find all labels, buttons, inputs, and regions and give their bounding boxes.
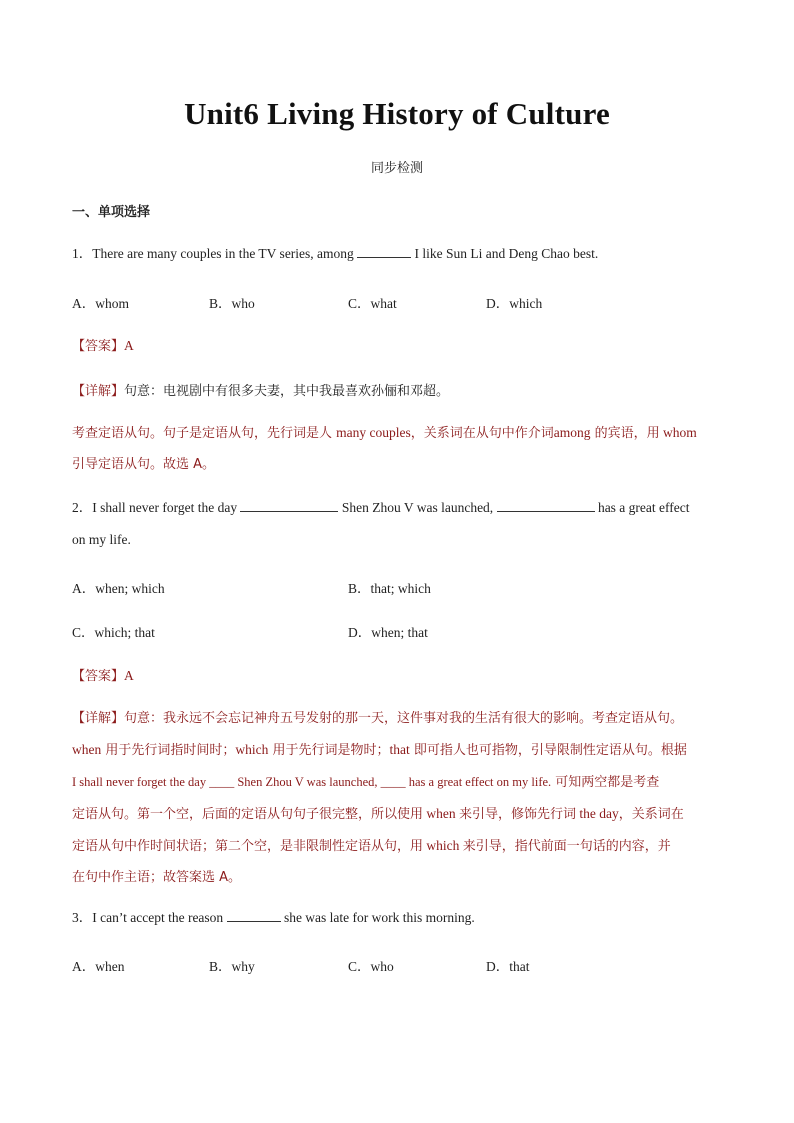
question-2-stem-part: 2．I shall never forget the day [72, 500, 238, 515]
question-1-stem [72, 244, 598, 264]
question-3-stem-part: 3．I can’t accept the reason [72, 910, 224, 925]
explanation-text: whom [659, 425, 697, 440]
answer-value: A [124, 338, 134, 353]
explanation-text: 用于先行词是物时； [268, 743, 390, 758]
question-3-option-a: A．when [72, 959, 125, 974]
question-3-option-d: D．that [486, 959, 530, 974]
explanation-text: the day [576, 806, 619, 821]
explanation-text: 定语从句。第一个空，后面的定语从句句子很完整，所以使用 [72, 807, 424, 822]
explanation-text: that [389, 742, 410, 757]
question-2-stem-part: Shen Zhou V was launched, [341, 500, 494, 515]
question-1-option-a: A．whom [72, 296, 129, 311]
explanation-text: 来引导，修饰先行词 [459, 807, 577, 822]
question-2-stem [72, 498, 690, 518]
question-1-detail [72, 380, 449, 399]
question-1-answer [72, 335, 134, 354]
question-1-option-d: D．which [486, 296, 543, 311]
explanation-text: many couples [336, 425, 411, 440]
explanation-text: 在句中作主语；故答案选 A。 [72, 870, 242, 885]
explanation-text: which [423, 838, 463, 853]
explanation-text: 句意：我永远不会忘记神舟五号发射的那一天，这件事对我的生活有很大的影响。考查定语从句。 [124, 711, 684, 726]
section-heading: 一、单项选择 [72, 205, 151, 220]
answer-blank [357, 244, 411, 258]
question-1-explanation [72, 417, 722, 480]
explanation-text: 的宾语，用 [590, 426, 660, 441]
detail-text: 句意：电视剧中有很多夫妻，其中我最喜欢孙俪和邓超。 [124, 384, 450, 399]
answer-blank [497, 498, 595, 512]
answer-blank [240, 498, 338, 512]
question-2-option-d: D．when; that [348, 625, 428, 640]
explanation-text: 定语从句中作时间状语；第二个空，是非限制性定语从句，用 [72, 839, 424, 854]
answer-value: A [124, 668, 134, 683]
question-1-option-c: C．what [348, 296, 397, 311]
detail-tag: 【详解】 [72, 384, 125, 399]
question-2-option-a: A．when; which [72, 581, 165, 596]
question-2-stem-continued: on my life. [72, 532, 131, 547]
explanation-text: 用于先行词指时间时； [101, 743, 236, 758]
question-2-explanation [72, 702, 722, 893]
explanation-text: 引导定语从句。故选 A。 [72, 457, 216, 472]
answer-tag: 【答案】 [72, 339, 125, 354]
explanation-text: ，关系词在 [618, 807, 684, 822]
explanation-text: when [72, 742, 102, 757]
page-subtitle: 同步检测 [370, 161, 423, 176]
question-1-stem-part: 1．There are many couples in the TV series, among [72, 246, 354, 261]
explanation-text: when [423, 806, 460, 821]
question-1-stem-part: I like Sun Li and Deng Chao best. [414, 246, 599, 261]
explanation-text: among [553, 425, 591, 440]
question-1-option-b: B．who [209, 296, 255, 311]
explanation-text: I shall never forget the day ____ Shen Zhou V was launched, ____ has a great effect on my life. [72, 775, 552, 789]
explanation-text: 考查定语从句。句子是定语从句，先行词是人 [72, 426, 337, 441]
question-2-option-c: C．which; that [72, 625, 155, 640]
question-2-answer [72, 665, 134, 684]
question-3-stem [72, 908, 475, 928]
question-2-option-b: B．that; which [348, 581, 431, 596]
explanation-text: ，关系词在从句中作介词 [410, 426, 554, 441]
answer-blank [227, 908, 281, 922]
answer-tag: 【答案】 [72, 669, 125, 684]
page-title: Unit6 Living History of Culture [184, 96, 610, 131]
explanation-text: which [235, 742, 269, 757]
detail-tag: 【详解】 [72, 711, 125, 726]
explanation-text: 来引导，指代前面一句话的内容，并 [462, 839, 671, 854]
question-2-stem-part: has a great effect [597, 500, 690, 515]
question-3-option-b: B．why [209, 959, 255, 974]
question-3-option-c: C．who [348, 959, 394, 974]
explanation-text: 可知两空都是考查 [551, 775, 660, 790]
explanation-text: 即可指人也可指物，引导限制性定语从句。根据 [409, 743, 687, 758]
question-3-stem-part: she was late for work this morning. [283, 910, 475, 925]
